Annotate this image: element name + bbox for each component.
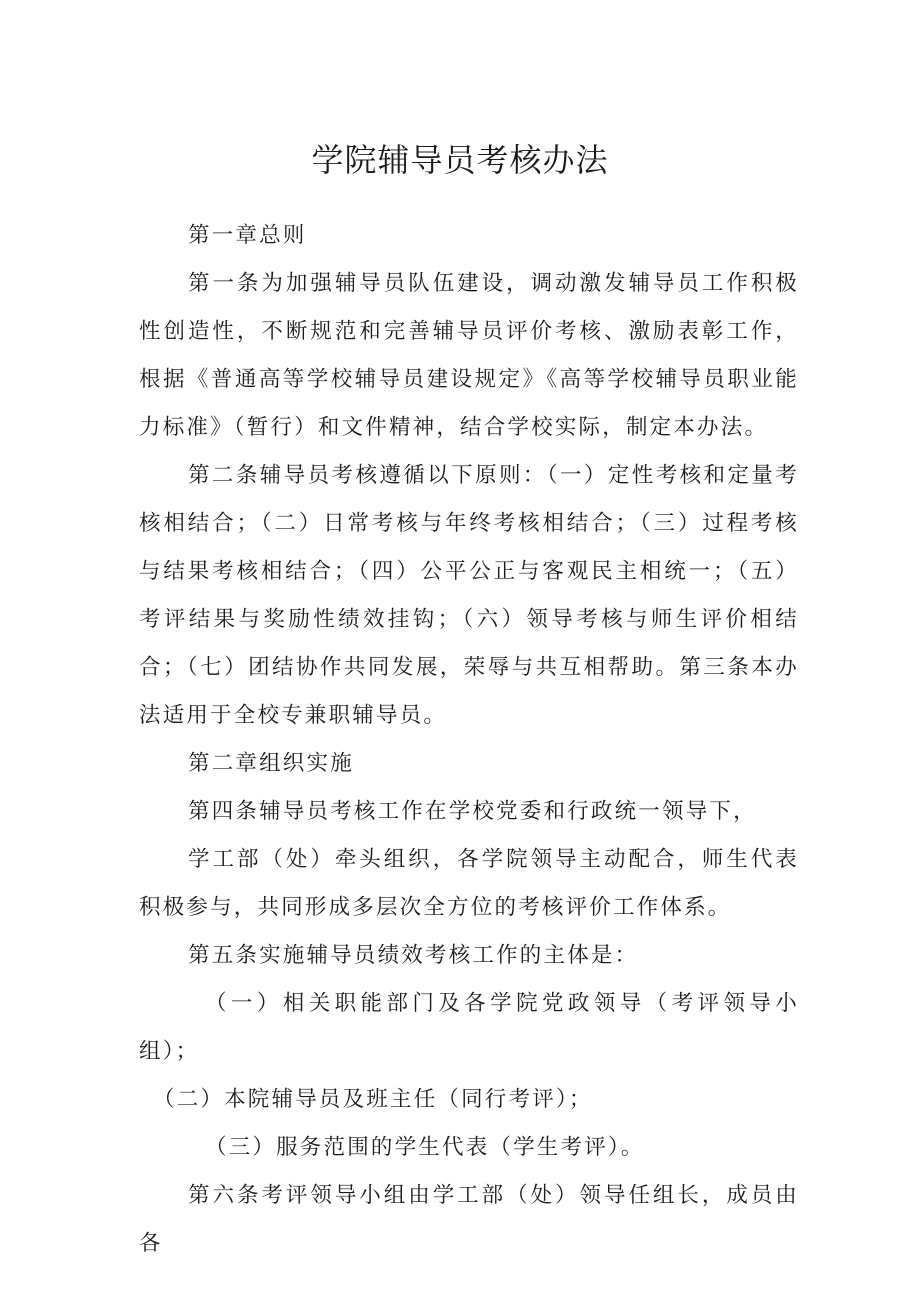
article-2-3: 第二条辅导员考核遵循以下原则：（一）定性考核和定量考核相结合；（二）日常考核与年终考核相结合；（三）过程考核与结果考核相结合；（四）公平公正与客观民主相统一；（五）考评结果与奖励性绩效挂钩；（六）领导考核与师生评价相结合；（七）团结协作共同发展，荣辱与共互相帮助。第三条本办法适用于全校专兼职辅导员。 [139,463,799,728]
article-6: 第六条考评领导小组由学工部（处）领导任组长，成员由各 [139,1183,799,1256]
chapter-heading-2: 第二章组织实施 [188,751,354,776]
article-1: 第一条为加强辅导员队伍建设，调动激发辅导员工作积极性创造性，不断规范和完善辅导员评价考核、激励表彰工作，根据《普通高等学校辅导员建设规定》《高等学校辅导员职业能力标准》（暂行）和文件精神，结合学校实际，制定本办法。 [139,271,799,440]
article-5: 第五条实施辅导员绩效考核工作的主体是： [188,943,639,968]
document-body [139,212,799,1268]
article-5-item-1: （一）相关职能部门及各学院党政领导（考评领导小组）； [139,991,799,1064]
document-title: 学院辅导员考核办法 [311,141,609,179]
article-4-continued: 学工部（处）牵头组织，各学院领导主动配合，师生代表积极参与，共同形成多层次全方位的考核评价工作体系。 [139,847,799,920]
article-5-item-3: （三）服务范围的学生代表（学生考评）。 [205,1135,645,1160]
article-5-item-2: （二）本院辅导员及班主任（同行考评）； [153,1087,593,1112]
chapter-heading-1: 第一章总则 [188,223,307,248]
article-4: 第四条辅导员考核工作在学校党委和行政统一领导下， [188,799,757,824]
